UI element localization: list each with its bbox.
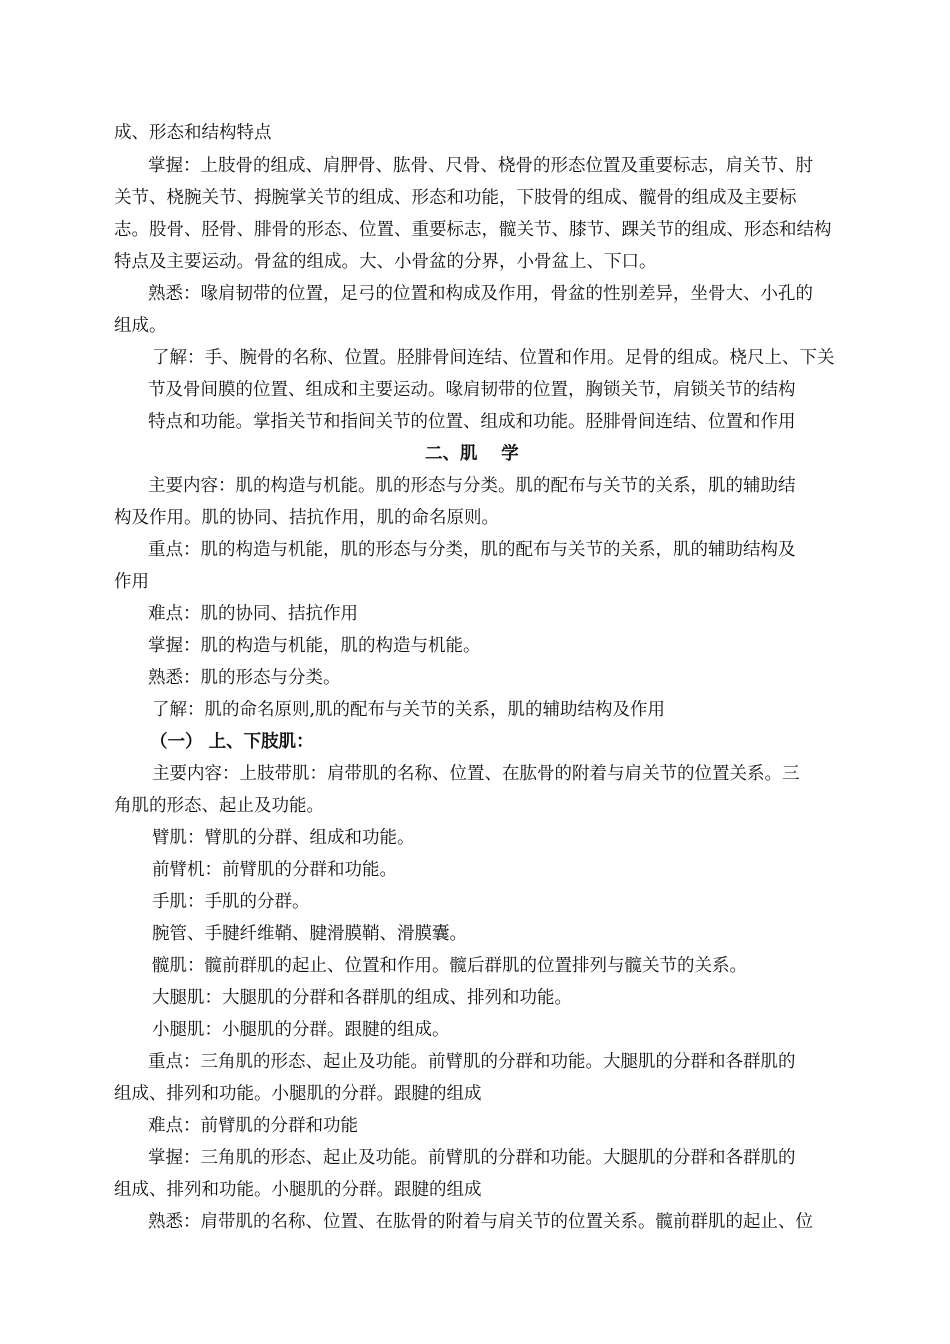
- text-line: 小腿肌：小腿肌的分群。跟腱的组成。: [152, 1020, 450, 1040]
- text-line: 作用: [114, 572, 149, 592]
- text-line: 主要内容：肌的构造与机能。肌的形态与分类。肌的配布与关节的关系，肌的辅助结: [148, 476, 796, 496]
- text-line: 了解：肌的命名原则,肌的配布与关节的关系，肌的辅助结构及作用: [152, 700, 666, 720]
- text-line: 难点：前臂肌的分群和功能: [148, 1116, 358, 1136]
- text-line: 成、形态和结构特点: [114, 123, 272, 143]
- text-line: 熟悉：肌的形态与分类。: [148, 668, 341, 688]
- text-line: 难点：肌的协同、拮抗作用: [148, 604, 358, 624]
- text-line: 特点和功能。掌指关节和指间关节的位置、组成和功能。胫腓骨间连结、位置和作用: [148, 412, 796, 432]
- text-line: 组成、排列和功能。小腿肌的分群。跟腱的组成: [114, 1084, 482, 1104]
- text-line: 主要内容：上肢带肌：肩带肌的名称、位置、在肱骨的附着与肩关节的位置关系。三: [152, 764, 800, 784]
- text-line: 特点及主要运动。骨盆的组成。大、小骨盆的分界，小骨盆上、下口。: [114, 252, 657, 272]
- text-line: 熟悉：喙肩韧带的位置，足弓的位置和构成及作用，骨盆的性别差异，坐骨大、小孔的: [148, 284, 813, 304]
- text-line: 了解：手、腕骨的名称、位置。胫腓骨间连结、位置和作用。足骨的组成。桡尺上、下关: [152, 348, 835, 368]
- text-line: 节及骨间膜的位置、组成和主要运动。喙肩韧带的位置，胸锁关节，肩锁关节的结构: [148, 380, 796, 400]
- text-line: 臂肌：臂肌的分群、组成和功能。: [152, 828, 415, 848]
- section-heading: 二、肌 学: [425, 444, 519, 464]
- subsection-heading: （一） 上、下肢肌：: [150, 732, 314, 752]
- text-line: 重点：肌的构造与机能，肌的形态与分类，肌的配布与关节的关系，肌的辅助结构及: [148, 540, 796, 560]
- text-line: 掌握：肌的构造与机能，肌的构造与机能。: [148, 636, 481, 656]
- text-line: 志。股骨、胫骨、腓骨的形态、位置、重要标志，髋关节、膝节、踝关节的组成、形态和结构: [114, 220, 832, 240]
- text-line: 前臂机：前臂肌的分群和功能。: [152, 860, 397, 880]
- text-line: 熟悉：肩带肌的名称、位置、在肱骨的附着与肩关节的位置关系。髋前群肌的起止、位: [148, 1212, 813, 1232]
- text-line: 组成、排列和功能。小腿肌的分群。跟腱的组成: [114, 1180, 482, 1200]
- text-line: 腕管、手腱纤维鞘、腱滑膜鞘、滑膜囊。: [152, 924, 467, 944]
- text-line: 手肌：手肌的分群。: [152, 892, 310, 912]
- text-line: 重点：三角肌的形态、起止及功能。前臂肌的分群和功能。大腿肌的分群和各群肌的: [148, 1052, 796, 1072]
- text-line: 大腿肌：大腿肌的分群和各群肌的组成、排列和功能。: [152, 988, 572, 1008]
- text-line: 掌握：三角肌的形态、起止及功能。前臂肌的分群和功能。大腿肌的分群和各群肌的: [148, 1148, 796, 1168]
- text-line: 构及作用。肌的协同、拮抗作用，肌的命名原则。: [114, 508, 499, 528]
- text-line: 关节、桡腕关节、拇腕掌关节的组成、形态和功能，下肢骨的组成、髋骨的组成及主要标: [114, 188, 797, 208]
- text-line: 掌握：上肢骨的组成、肩胛骨、肱骨、尺骨、桡骨的形态位置及重要标志，肩关节、肘: [148, 156, 813, 176]
- text-line: 组成。: [114, 316, 167, 336]
- text-line: 髋肌：髋前群肌的起止、位置和作用。髋后群肌的位置排列与髋关节的关系。: [152, 956, 747, 976]
- text-line: 角肌的形态、起止及功能。: [114, 796, 324, 816]
